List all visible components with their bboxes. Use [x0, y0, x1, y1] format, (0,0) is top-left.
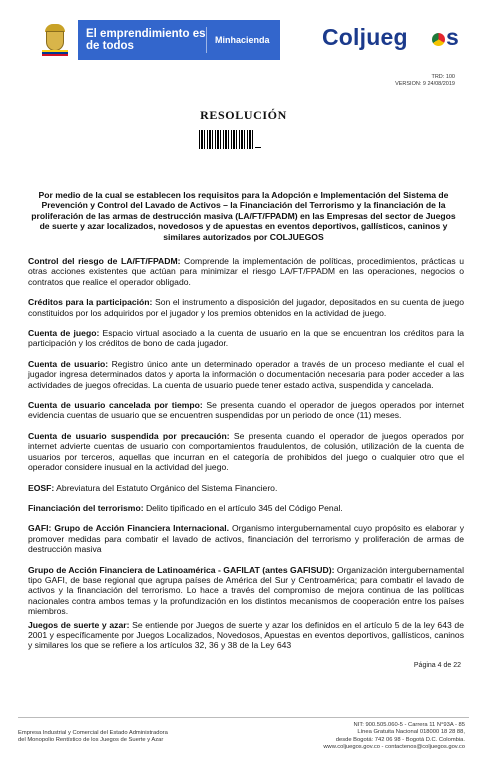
- government-slogan: El emprendimiento es de todos: [86, 28, 206, 52]
- definition-term: Control del riesgo de LA/FT/FPADM:: [28, 256, 181, 266]
- definition-text: Se presenta cuando el operador de juegos operados por internet evidencia cuentas de usuario que se encuentren suspendidas por un periodo de once (11) meses.: [28, 400, 464, 421]
- definition-text: Abreviatura del Estatuto Orgánico del Sistema Financiero.: [54, 482, 278, 493]
- footer-web: www.coljuegos.gov.co - contactenos@coljuegos.gov.co: [323, 744, 465, 751]
- definition-text: Organismo intergubernamental cuyo propósito es elaborar y promover medidas para combatir el lavado de activos, financiación del terrorismo y proliferación de armas de destrucción masiva: [28, 523, 465, 555]
- definition-item: [28, 565, 464, 617]
- resolution-subject: Por medio de la cual se establecen los requisitos para la Adopción e Implementación del Sistema de Prevención y Control del Lavado de Activos – la Financiación del Terrorismo y la financiación de la proliferación de las armas de destrucción masiva (LA/FT/FPADM) en las Empresas del sector de Juegos de suerte y azar localizados, novedosos y de apuestas en eventos deportivos, gallísticos, caninos y similares autorizados por COLJUEGOS: [31, 190, 456, 242]
- definition-text: Son el instrumento a disposición del jugador, depositados en su cuenta de juego constituidos por los adquiridos por el jugador y los premios obtenidos en la actividad de juego.: [28, 297, 464, 318]
- footer-entity-line: del Monopolio Rentístico de los Juegos de Suerte y Azar: [18, 737, 164, 744]
- ministry-name: Minhacienda: [215, 35, 270, 45]
- footer-city: desde Bogotá: 742 06 98 - Bogotá D.C. Colombia.: [335, 736, 465, 743]
- definition-text: Se entiende por Juegos de suerte y azar los definidos en el artículo 5 de la ley 643 de 2001 y específicamente por Juegos Localizados, Novedosos, Apuestas en eventos deportivos, gallísticos, caninos y similares los que se refiere a los artículos 32, 36 y 38 de la Ley 643: [28, 619, 464, 651]
- footer-contact: [323, 722, 465, 752]
- document-title: RESOLUCIÓN: [200, 108, 287, 122]
- definition-item: [28, 523, 464, 554]
- footer-entity-line: Empresa Industrial y Comercial del Estado Administradora: [18, 730, 168, 736]
- version-code: VERSION: 9 24/08/2019: [395, 81, 455, 87]
- barcode-icon: [199, 130, 253, 149]
- page-number: Página 4 de 22: [413, 662, 461, 669]
- definition-item: [28, 503, 464, 513]
- colombia-crest-icon: [32, 20, 78, 60]
- definition-term: Cuenta de usuario:: [28, 358, 109, 369]
- footer-divider: [18, 717, 469, 718]
- definition-item: [28, 400, 464, 421]
- coljuegos-logo-suffix: s: [446, 24, 459, 50]
- definitions-list: [28, 256, 464, 654]
- page-header: [0, 0, 487, 78]
- definition-term: Financiación del terrorismo:: [28, 502, 144, 513]
- definition-term: Grupo de Acción Financiera de Latinoamérica - GAFILAT (antes GAFISUD):: [28, 564, 335, 575]
- definition-text: Registro único ante un determinado operador a través de un proceso mediante el cual el jugador ingresa determinados datos y aporta la información o documentación necesaria para poder acceder a las actividades de juegos ofrecidas. La cuenta de usuario puede tener estado activa, suspendida y cancelada.: [28, 358, 464, 390]
- definition-term: EOSF:: [28, 482, 55, 493]
- footer-address: NIT: 900.505.060-5 - Carrera 11 N°93A - 85: [353, 722, 465, 728]
- definition-text: Organización intergubernamental tipo GAFI, de base regional que agrupa países de América del Sur y Centroamérica; para combatir el lavado de activos y la financiación del terrorismo. Lo hace a través del compromiso de mejora continua de las políticas nacionales contra ambos temas y la profundización en los distintos mecanismos de cooperación entre los países miembros.: [28, 564, 464, 617]
- coljuegos-logo-text: Coljueg: [322, 24, 408, 50]
- definition-item: [28, 431, 464, 473]
- document-control-info: [395, 74, 455, 88]
- definition-item: [28, 359, 464, 390]
- definition-item: [28, 256, 464, 287]
- definition-item: [28, 620, 464, 651]
- trd-code: TRD: 100: [431, 74, 455, 80]
- definition-term: GAFI: Grupo de Acción Financiera Internacional.: [28, 523, 230, 534]
- definition-term: Cuenta de usuario cancelada por tiempo:: [28, 400, 203, 411]
- definition-text: Delito tipificado en el artículo 345 del Código Penal.: [143, 502, 343, 513]
- barcode-dash: [255, 147, 261, 148]
- definition-item: [28, 328, 464, 349]
- government-banner: [32, 20, 280, 60]
- definition-item: [28, 297, 464, 318]
- footer-entity: [18, 730, 168, 745]
- definition-term: Créditos para la participación:: [28, 297, 153, 308]
- footer-phone: Línea Gratuita Nacional 018000 18 28 88,: [357, 729, 465, 736]
- definition-text: Se presenta cuando el operador de juegos operados por internet advierte cuentas de usuario con comportamientos fraudulentos, de colusión, utilización de la cuenta de usuarios por terceros, aquellas que incurran en el categoría de prohibidos del juego o cualquier otro que el operador considere inusual en la actividad del juego.: [28, 430, 465, 473]
- coljuegos-logo-mark-icon: [432, 33, 445, 46]
- definition-term: Cuenta de usuario suspendida por precaución:: [28, 430, 230, 441]
- definition-item: [28, 483, 464, 493]
- definition-term: Cuenta de juego:: [28, 328, 100, 339]
- definition-text: Comprende la implementación de políticas, procedimientos, prácticas u otras acciones existentes que actúan para minimizar el riesgo LA/FT/FPADM en las operaciones, negocios o contratos que realice el operador obligado.: [28, 256, 464, 287]
- definition-text: Espacio virtual asociado a la cuenta de usuario en la que se encuentran los créditos para la participación y los créditos de bono de cada jugador.: [28, 328, 464, 349]
- definition-term: Juegos de suerte y azar:: [28, 619, 130, 630]
